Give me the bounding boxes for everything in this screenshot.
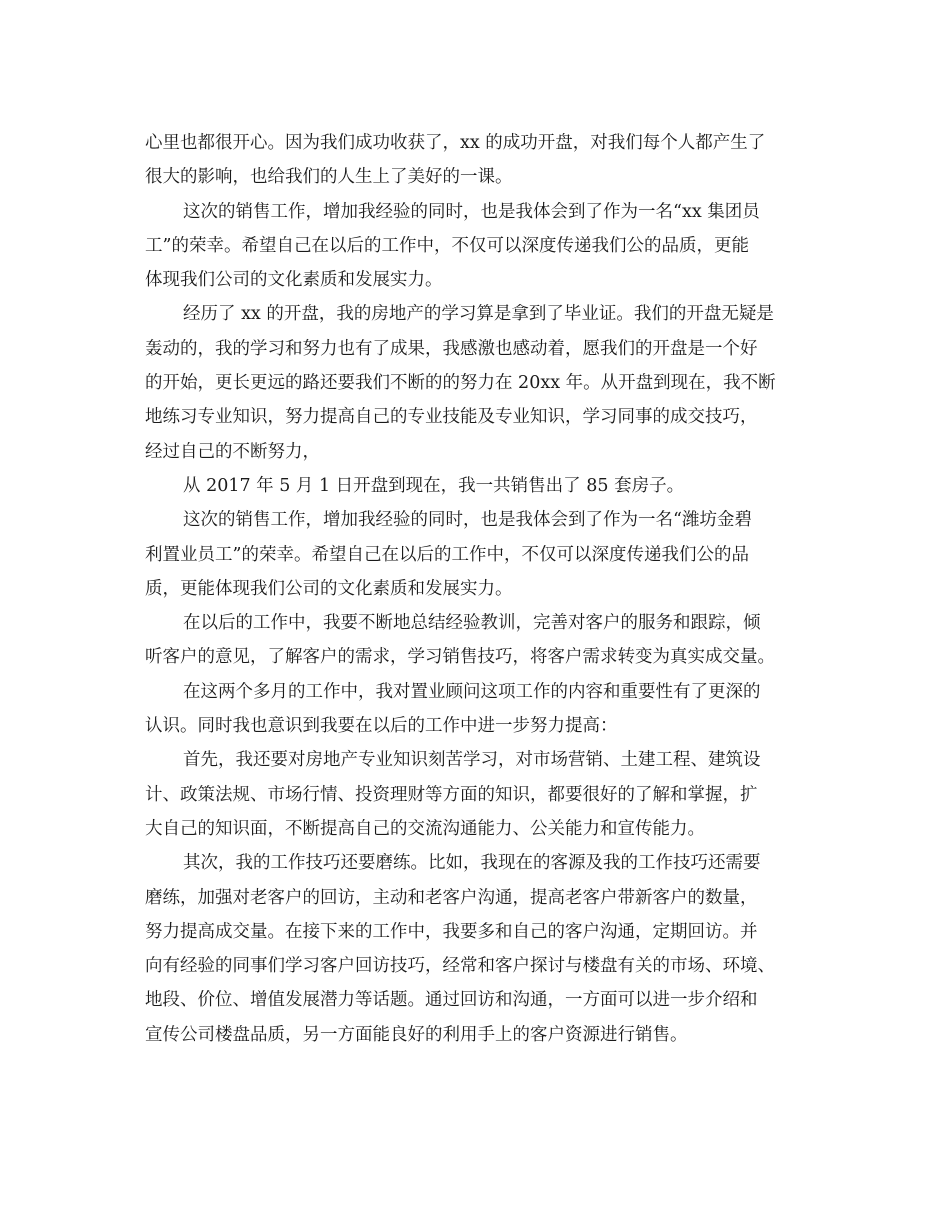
text-line: 心里也都很开心。因为我们成功收获了，xx 的成功开盘，对我们每个人都产生了 <box>145 133 766 153</box>
text-line: 宣传公司楼盘品质，另一方面能良好的利用手上的客户资源进行销售。 <box>145 1024 688 1045</box>
text-line: 体现我们公司的文化素质和发展实力。 <box>145 270 443 291</box>
text-line: 质，更能体现我们公司的文化素质和发展实力。 <box>145 578 513 599</box>
text-line: 向有经验的同事们学习客户回访技巧，经常和客户探讨与楼盘有关的市场、环境、 <box>145 956 775 977</box>
text-line: 很大的影响，也给我们的人生上了美好的一课。 <box>145 167 513 188</box>
text-line: 磨练，加强对老客户的回访，主动和老客户沟通，提高老客户带新客户的数量， <box>145 887 758 908</box>
text-line: 计、政策法规、市场行情、投资理财等方面的知识，都要很好的了解和掌握，扩 <box>145 784 758 805</box>
text-line: 利置业员工”的荣幸。希望自己在以后的工作中，不仅可以深度传递我们公的品 <box>145 544 749 565</box>
text-line: 大自己的知识面，不断提高自己的交流沟通能力、公关能力和宣传能力。 <box>145 818 705 839</box>
paragraph-start-line: 其次，我的工作技巧还要磨练。比如，我现在的客源及我的工作技巧还需要 <box>183 853 761 874</box>
paragraph-start-line: 经历了 xx 的开盘，我的房地产的学习算是拿到了毕业证。我们的开盘无疑是 <box>183 304 774 325</box>
paragraph-start-line: 这次的销售工作，增加我经验的同时，也是我体会到了作为一名“xx 集团员 <box>183 201 760 222</box>
paragraph-start-line: 从 2017 年 5 月 1 日开盘到现在，我一共销售出了 85 套房子。 <box>183 475 685 496</box>
paragraph-start-line: 在以后的工作中，我要不断地总结经验教训，完善对客户的服务和跟踪，倾 <box>183 613 761 634</box>
text-line: 认识。同时我也意识到我要在以后的工作中进一步努力提高： <box>145 716 618 737</box>
text-line: 经过自己的不断努力， <box>145 441 320 462</box>
text-line: 工”的荣幸。希望自己在以后的工作中，不仅可以深度传递我们公的品质，更能 <box>145 235 749 256</box>
text-line: 地练习专业知识，努力提高自己的专业技能及专业知识，学习同事的成交技巧， <box>145 407 758 428</box>
text-line: 轰动的，我的学习和努力也有了成果，我感激也感动着，愿我们的开盘是一个好 <box>145 338 758 359</box>
text-line: 听客户的意见，了解客户的需求，学习销售技巧，将客户需求转变为真实成交量。 <box>145 647 775 668</box>
paragraph-start-line: 在这两个多月的工作中，我对置业顾问这项工作的内容和重要性有了更深的 <box>183 681 761 702</box>
text-line: 的开始，更长更远的路还要我们不断的的努力在 20xx 年。从开盘到现在，我不断 <box>145 373 776 394</box>
paragraph-start-line: 首先，我还要对房地产专业知识刻苦学习，对市场营销、土建工程、建筑设 <box>183 750 761 771</box>
text-line: 努力提高成交量。在接下来的工作中，我要多和自己的客户沟通，定期回访。并 <box>145 921 758 942</box>
document-body <box>145 126 807 1052</box>
paragraph-start-line: 这次的销售工作，增加我经验的同时，也是我体会到了作为一名“潍坊金碧 <box>183 510 752 531</box>
text-line: 地段、价位、增值发展潜力等话题。通过回访和沟通，一方面可以进一步介绍和 <box>145 990 758 1011</box>
